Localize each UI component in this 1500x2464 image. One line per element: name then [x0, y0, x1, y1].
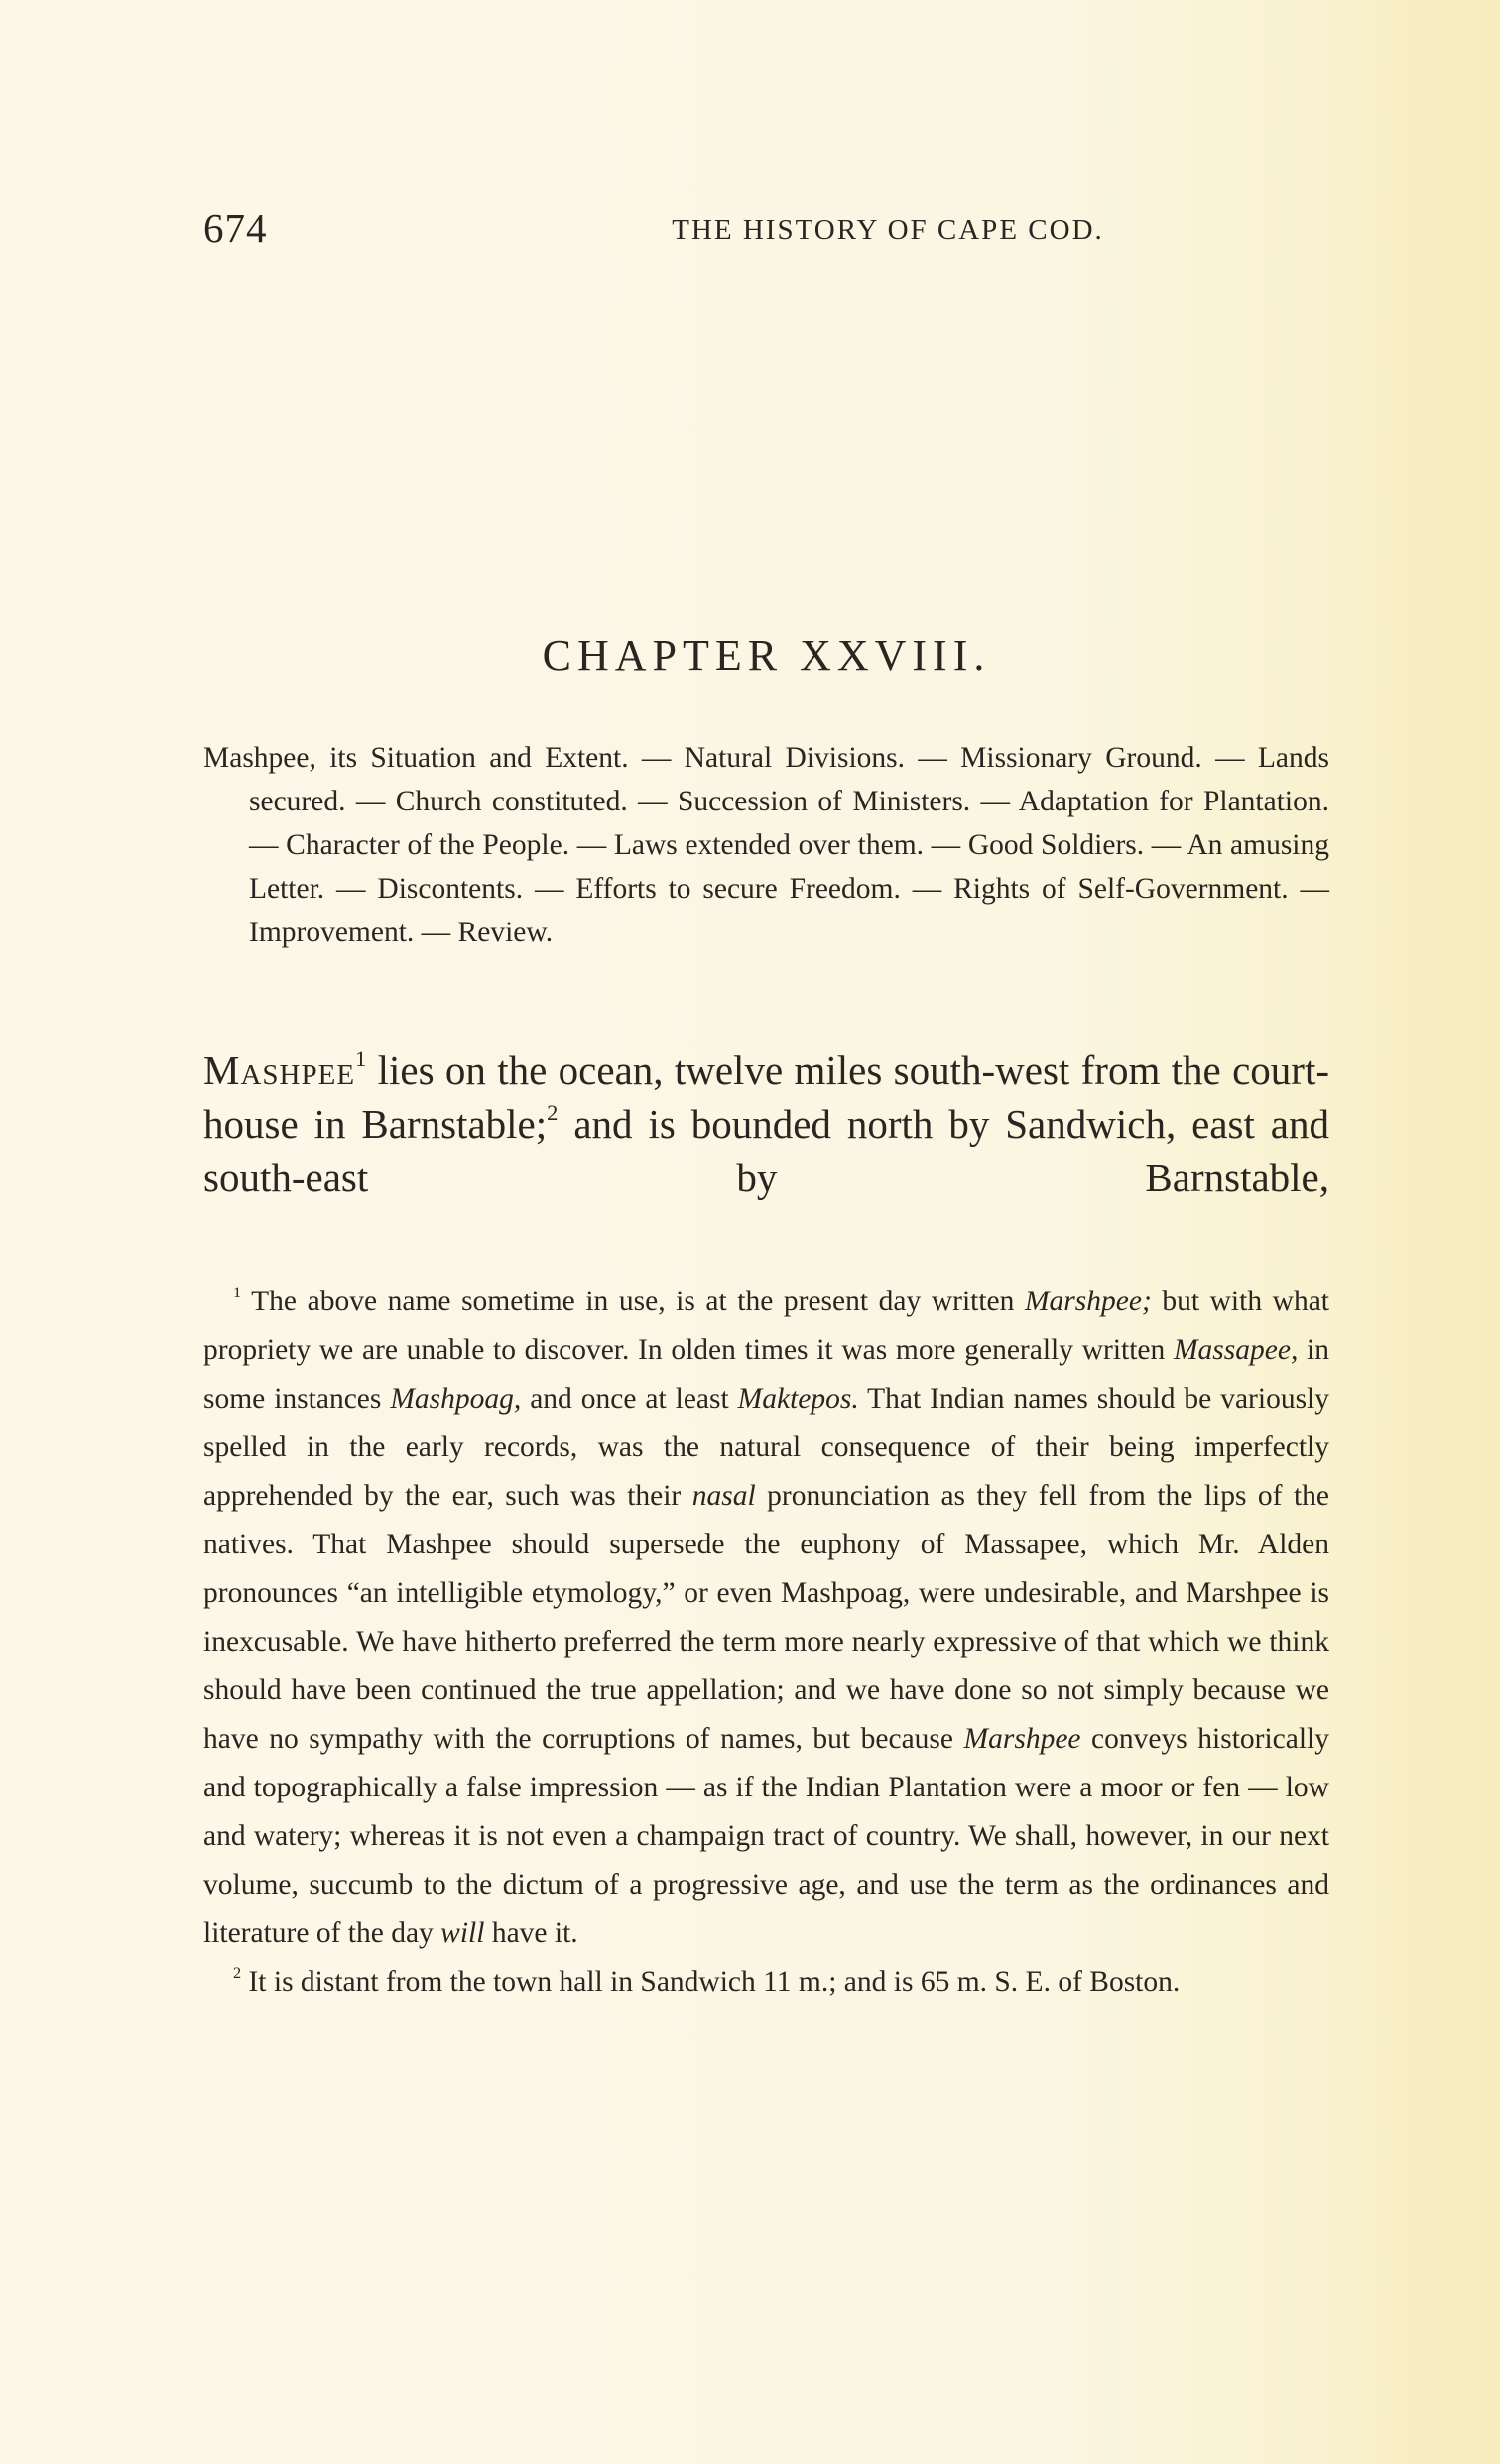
- footnote-ref-1: 1: [355, 1046, 367, 1071]
- chapter-title: CHAPTER XXVIII.: [542, 631, 991, 679]
- footnote-italic: Maktepos.: [737, 1383, 859, 1415]
- running-head: [203, 204, 1329, 254]
- footnote-ref-2: 2: [547, 1099, 559, 1125]
- footnote-1-marker: 1: [233, 1284, 242, 1302]
- footnote-text: pronunciation as they fell from the lips of the natives. That Mashpee should supersede the euphony of Massapee, which Mr. Alden pronounces “an intelligible etymology,” or even Mashpoag, were undesirable, and Marshpee is inexcusable. We have hitherto preferred the term more nearly expressive of that which we think should have been continued the true appellation; and we have done so not simply because we have no sympathy with the corruptions of names, but because: [203, 1480, 1330, 1755]
- footnote-text: It is distant from the town hall in Sandwich 11 m.; and is 65 m. S. E. of Boston.: [241, 1966, 1181, 1998]
- body-paragraph: [203, 1044, 1329, 1204]
- footnote-italic: Marshpee;: [1024, 1286, 1152, 1317]
- footnote-2: [203, 1958, 1329, 2007]
- footnote-text: The above name sometime in use, is at the present day written: [241, 1286, 1025, 1317]
- running-title: THE HISTORY OF CAPE COD.: [672, 214, 1104, 246]
- footnotes: [203, 1278, 1329, 2007]
- chapter-synopsis: Mashpee, its Situation and Extent. — Natural Divisions. — Missionary Ground. — Lands secured. — Church constituted. — Succession of Ministers. — Adaptation for Plantation. — Character of the People. — Laws extended over them. — Good Soldiers. — An amusing Letter. — Discontents. — Efforts to secure Freedom. — Rights of Self-Government. — Improvement. — Review.: [203, 742, 1329, 948]
- footnote-text: That Indian names should be variously spelled in the early records, was the natural consequence of their being imperfectly apprehended by the ear, such was their: [203, 1383, 1329, 1512]
- footnote-italic: will: [440, 1917, 485, 1949]
- body-text-a: lies on the ocean, twelve miles south-west from the court-house in Barnstable;: [203, 1047, 1329, 1147]
- lead-word: Mashpee: [203, 1047, 356, 1093]
- footnote-2-marker: 2: [233, 1964, 242, 1983]
- body-text-b: and is bounded north by Sandwich, east and south-east by Barnstable,: [203, 1101, 1329, 1200]
- footnote-text: conveys historically and topographically a false impression — as if the Indian Plantation were a moor or fen — low and watery; whereas it is not even a champaign tract of country. We shall, however, in our next volume, succumb to the dictum of a progressive age, and use the term as the ordinances and literature of the day: [203, 1723, 1329, 1949]
- footnote-text: and once at least: [521, 1383, 738, 1415]
- footnote-1: [203, 1278, 1329, 1958]
- footnote-text: but with what propriety we are unable to discover. In olden times it was more generally written: [203, 1286, 1329, 1366]
- footnote-italic: Massapee,: [1173, 1334, 1299, 1366]
- page-number: 674: [203, 205, 268, 251]
- footnote-italic: nasal: [691, 1480, 756, 1512]
- footnote-italic: Marshpee: [963, 1723, 1081, 1755]
- footnote-text: in some instances: [203, 1334, 1329, 1415]
- footnote-text: have it.: [484, 1917, 578, 1949]
- footnote-italic: Mashpoag,: [390, 1383, 522, 1415]
